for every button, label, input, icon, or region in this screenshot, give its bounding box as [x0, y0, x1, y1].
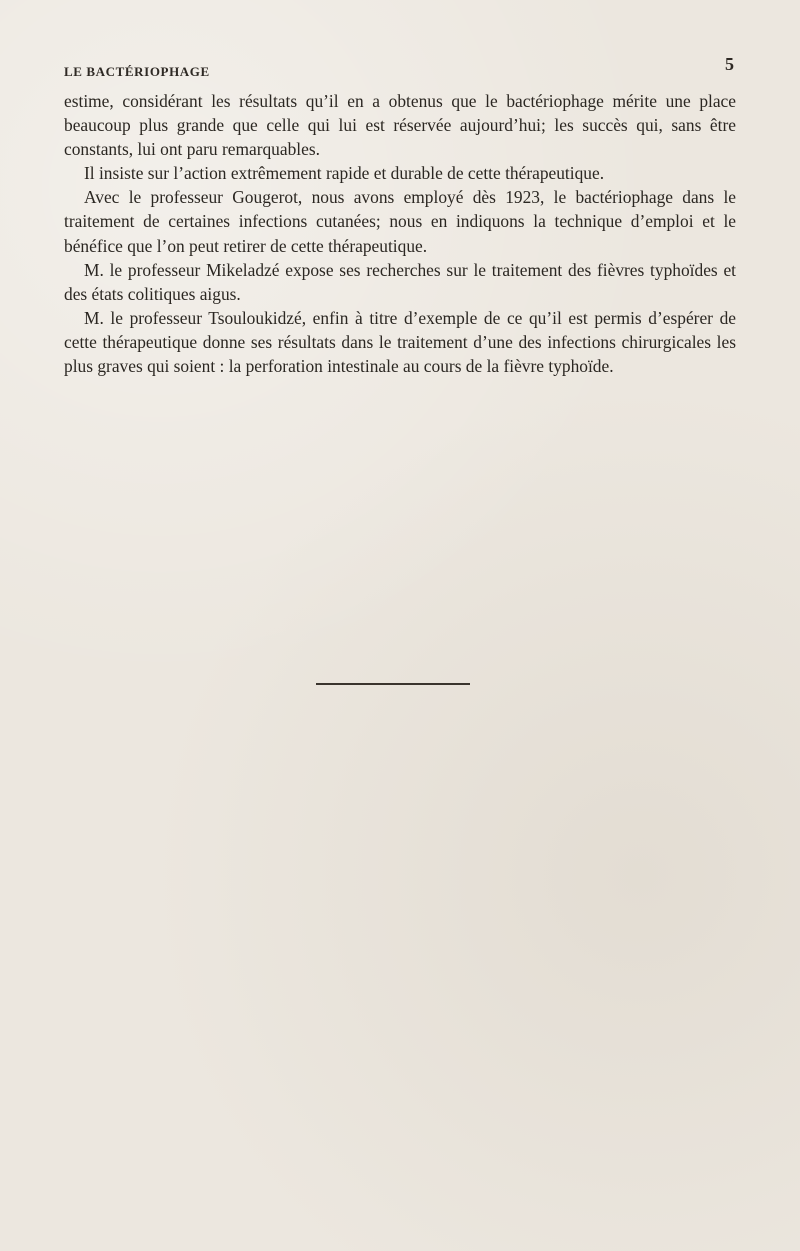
- paragraph-mikeladze: M. le professeur Mikeladzé expose ses recherches sur le traitement des fièvres typhoïdes et des états colitiques aigus.: [64, 259, 736, 304]
- running-head: [64, 54, 738, 82]
- running-title: LE BACTÉRIOPHAGE: [64, 64, 210, 79]
- page-number: 5: [725, 54, 734, 74]
- paragraph-gougerot: Avec le professeur Gougerot, nous avons employé dès 1923, le bactériophage dans le traitement de certaines infections cutanées; nous en indiquons la technique d’emploi et le bénéfice que l’on peut retirer de cette thérapeutique.: [64, 187, 736, 256]
- paragraph-tsouloukidze: M. le professeur Tsouloukidzé, enfin à titre d’exemple de ce qu’il est permis d’espérer de cette thérapeutique donne ses résultats dans le traitement d’une des infections chirurgicales les plus graves qui soient : la perforation intestinale au cours de la fièvre typhoïde.: [64, 307, 736, 377]
- paragraph-action: Il insiste sur l’action extrêmement rapide et durable de cette thérapeutique.: [84, 163, 605, 184]
- body-text: [64, 89, 736, 378]
- paragraph-continuation: estime, considérant les résultats qu’il en a obtenus que le bactériophage mérite une place beaucoup plus grande que celle qui lui est réservée aujourd’hui; les succès qui, sans être constants, lui ont paru remarquables.: [64, 91, 736, 160]
- section-divider: [316, 683, 470, 685]
